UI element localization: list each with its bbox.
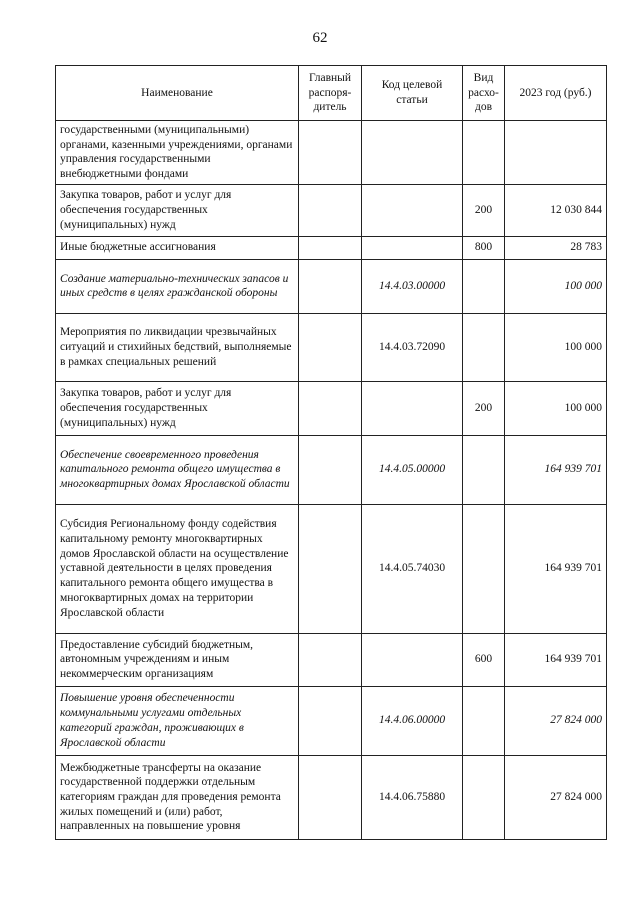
cell-code: 14.4.05.00000 [362,435,463,504]
cell-name: Закупка товаров, работ и услуг для обеспечения государственных (муниципальных) нужд [56,184,299,236]
table-row [56,633,607,686]
cell-sum: 100 000 [505,313,607,381]
cell-code: 14.4.06.75880 [362,755,463,839]
cell-sum: 12 030 844 [505,184,607,236]
cell-vid [463,755,505,839]
page-number: 62 [312,30,328,46]
cell-glavny [299,121,362,185]
cell-sum: 100 000 [505,259,607,313]
cell-name: Мероприятия по ликвидации чрезвычайных ситуаций и стихийных бедствий, выполняемые в рамках специальных решений [56,313,299,381]
cell-vid: 800 [463,236,505,259]
cell-code [362,121,463,185]
cell-code [362,633,463,686]
cell-code: 14.4.06.00000 [362,686,463,755]
table-row [56,381,607,435]
cell-glavny [299,381,362,435]
cell-vid [463,686,505,755]
cell-sum: 164 939 701 [505,504,607,633]
cell-code: 14.4.05.74030 [362,504,463,633]
cell-name: Субсидия Региональному фонду содействия капитальному ремонту многоквартирных домов Ярославской области на осуществление уставной деятельности в целях проведения капитального ремонта общего имущества в многоквартирных домах на территории Ярославской области [56,504,299,633]
cell-glavny [299,633,362,686]
cell-name: Закупка товаров, работ и услуг для обеспечения государственных (муниципальных) нужд [56,381,299,435]
cell-vid [463,313,505,381]
cell-glavny [299,504,362,633]
cell-glavny [299,686,362,755]
budget-table [55,65,607,840]
cell-sum: 164 939 701 [505,633,607,686]
cell-vid [463,435,505,504]
cell-sum: 100 000 [505,381,607,435]
table-row [56,686,607,755]
cell-name: государственными (муниципальными) органами, казенными учреждениями, органами управления государственными внебюджетными фондами [56,121,299,185]
table-row [56,435,607,504]
cell-glavny [299,435,362,504]
cell-code [362,236,463,259]
cell-vid [463,121,505,185]
header-code: Код целевой статьи [362,66,463,121]
cell-vid [463,504,505,633]
cell-name: Предоставление субсидий бюджетным, автономным учреждениям и иным некоммерческим организациям [56,633,299,686]
cell-name: Создание материально-технических запасов и иных средств в целях гражданской обороны [56,259,299,313]
table-row [56,755,607,839]
cell-sum: 27 824 000 [505,755,607,839]
cell-code [362,381,463,435]
cell-code: 14.4.03.72090 [362,313,463,381]
cell-sum [505,121,607,185]
cell-vid: 600 [463,633,505,686]
table-row [56,504,607,633]
cell-glavny [299,259,362,313]
cell-code: 14.4.03.00000 [362,259,463,313]
cell-sum: 28 783 [505,236,607,259]
cell-glavny [299,236,362,259]
cell-vid: 200 [463,381,505,435]
cell-name: Межбюджетные трансферты на оказание государственной поддержки отдельным категориям граждан для проведения ремонта жилых помещений и (или) работ, направленных на повышение уровня [56,755,299,839]
cell-sum: 164 939 701 [505,435,607,504]
table-row [56,184,607,236]
header-sum: 2023 год (руб.) [505,66,607,121]
cell-vid [463,259,505,313]
table-row [56,313,607,381]
cell-glavny [299,313,362,381]
cell-glavny [299,755,362,839]
cell-name: Иные бюджетные ассигнования [56,236,299,259]
cell-glavny [299,184,362,236]
cell-sum: 27 824 000 [505,686,607,755]
table-row [56,121,607,185]
header-name: Наименование [56,66,299,121]
cell-name: Обеспечение своевременного проведения капитального ремонта общего имущества в многоквартирных домах Ярославской области [56,435,299,504]
cell-name: Повышение уровня обеспеченности коммунальными услугами отдельных категорий граждан, проживающих в Ярославской области [56,686,299,755]
header-vid: Вид расхо-дов [463,66,505,121]
table-row [56,236,607,259]
table-header-row [56,66,607,121]
cell-vid: 200 [463,184,505,236]
header-glavny: Главный распоря-дитель [299,66,362,121]
table-row [56,259,607,313]
cell-code [362,184,463,236]
